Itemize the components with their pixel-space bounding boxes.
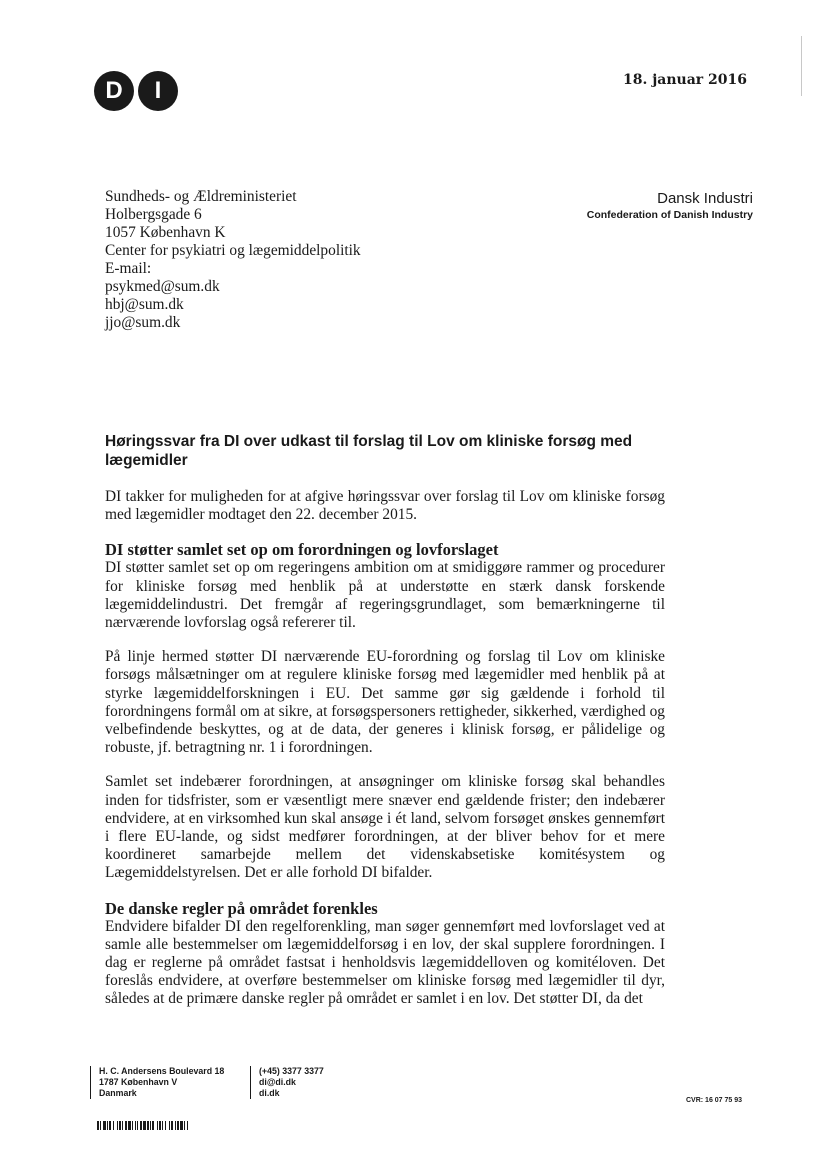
letter-date: 18. januar 2016 — [622, 72, 747, 88]
footer-email-link[interactable]: di@di.dk — [259, 1077, 296, 1087]
footer-line: H. C. Andersens Boulevard 18 — [99, 1066, 225, 1076]
footer-website-link[interactable]: di.dk — [259, 1088, 280, 1098]
body-paragraph: DI støtter samlet set op om regeringens ambition om at smidiggøre rammer og procedurer for kliniske forsøg med henblik på at understøtte en stærk dansk forskende lægemiddelindustri. Det fremgår af regeringsgrundlaget, som bemærkningerne til nærværende lovforslag også refererer til. — [105, 559, 665, 632]
company-tagline: Confederation of Danish Industry — [586, 209, 753, 221]
footer-line: 1787 København V — [99, 1077, 178, 1087]
email-link[interactable]: hbj@sum.dk — [105, 296, 184, 313]
letter-subject: Høringssvar fra DI over udkast til forslag til Lov om kliniske forsøg med lægemidler — [105, 433, 633, 469]
section-heading: DI støtter samlet set op om forordningen og lovforslaget — [105, 540, 499, 560]
letter-body — [105, 488, 665, 1025]
barcode-graphic — [97, 1121, 189, 1130]
company-name: Dansk Industri — [657, 190, 753, 207]
body-paragraph: Samlet set indebærer forordningen, at ansøgninger om kliniske forsøg skal behandles inden for tidsfrister, som er væsentligt mere snæver end gældende frister; den indebærer endvidere, at en virksomhed kun skal ansøge i ét land, selvom forsøget ønskes gennemført i flere EU-lande, og sidst medfører forordningen, at der bliver behov for et mere koordineret samarbejde mellem det videnskabsetiske komitésystem og Lægemiddelstyrelsen. Det er alle forhold DI bifalder. — [105, 773, 665, 882]
body-paragraph: På linje hermed støtter DI nærværende EU-forordning og forslag til Lov om kliniske forsøgs målsætninger om at regulere kliniske forsøg med lægemidler med henblik på at styrke lægemiddelforskningen i EU. Det samme gør sig gældende i forhold til forordningens formål om at sikre, at forsøgspersoners rettigheder, sikkerhed, værdighed og velbefindende beskyttes, og at de data, der generes i klinisk forsøg, er pålidelige og robuste, jf. betragtning nr. 1 i forordningen. — [105, 648, 665, 757]
barcode-bar — [188, 1121, 189, 1130]
address-line: Holbergsgade 6 — [105, 206, 202, 223]
intro-paragraph: DI takker for muligheden for at afgive høringssvar over forslag til Lov om kliniske forsøg med lægemidler modtaget den 22. december 2015. — [105, 488, 665, 524]
recipient-address — [105, 188, 361, 332]
section-heading: De danske regler på området forenkles — [105, 898, 378, 918]
footer-contact — [250, 1066, 324, 1099]
sender-company — [587, 190, 753, 221]
logo-letter-d: D — [94, 71, 134, 111]
address-line: Center for psykiatri og lægemiddelpolitik — [105, 242, 361, 259]
cvr-number: CVR: 16 07 75 93 — [686, 1097, 743, 1104]
footer-line: Danmark — [99, 1088, 137, 1098]
body-paragraph: Endvidere bifalder DI den regelforenkling, man søger gennemført med lovforslaget ved at samle alle bestemmelser om lægemiddelforsøg i en lov, der skal supplere forordningen. I dag er reglerne på området fastsat i henholdsvis lægemiddelloven og komitéloven. Det foreslås endvidere, at overføre bestemmelser om kliniske forsøg med lægemidler til dyr, således at de primære danske regler på området er samlet i en lov. Det støtter DI, da det — [105, 917, 665, 1008]
address-line: E-mail: — [105, 260, 152, 277]
logo-letter-i: I — [138, 71, 178, 111]
page-edge-line — [801, 36, 802, 96]
footer-address — [90, 1066, 224, 1099]
di-logo — [94, 71, 178, 111]
email-link[interactable]: psykmed@sum.dk — [105, 278, 220, 295]
email-link[interactable]: jjo@sum.dk — [105, 314, 181, 331]
address-line: Sundheds- og Ældreministeriet — [105, 188, 297, 205]
footer-phone: (+45) 3377 3377 — [259, 1066, 324, 1076]
address-line: 1057 København K — [105, 224, 226, 241]
